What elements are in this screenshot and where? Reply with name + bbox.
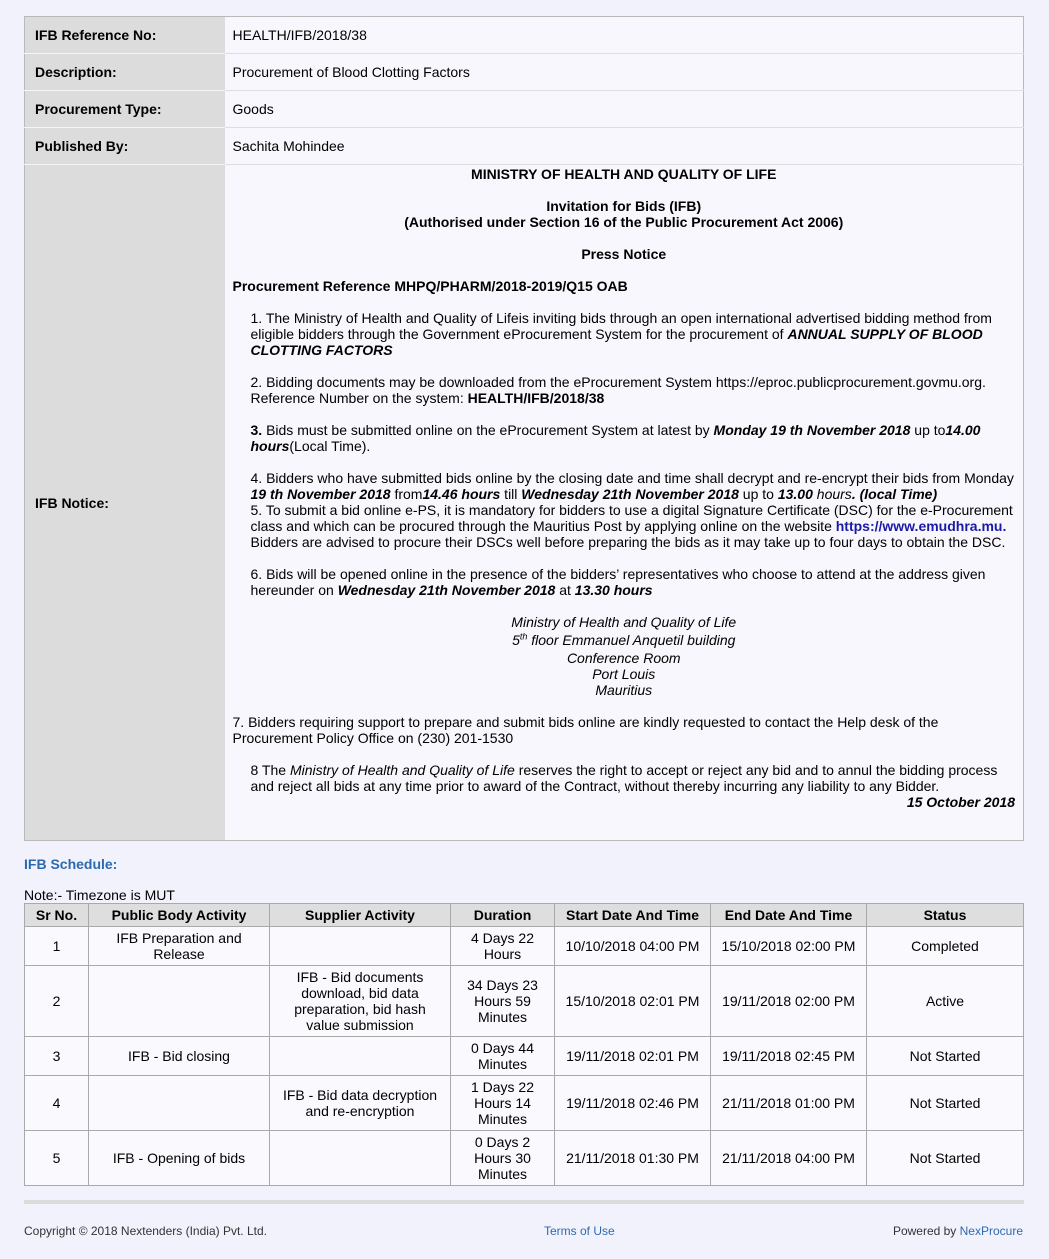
ifb-notice-content bbox=[225, 165, 1024, 841]
table-row: 5 IFB - Opening of bids 0 Days 2 Hours 30 Minutes 21/11/2018 01:30 PM 21/11/2018 04:00 PM Not Started bbox=[25, 1131, 1024, 1186]
published-by-value: Sachita Mohindee bbox=[225, 128, 1024, 165]
emudhra-link[interactable]: https://www.emudhra.mu. bbox=[835, 518, 1007, 534]
notice-paragraph-2: 2. Bidding documents may be downloaded from the eProcurement System https://eproc.publicprocurement.govmu.org. Reference Number on the system: HEALTH/IFB/2018/38 bbox=[250, 374, 986, 406]
description-label: Description: bbox=[25, 54, 225, 91]
col-status: Status bbox=[867, 904, 1024, 927]
opening-address: Ministry of Health and Quality of Life 5th floor Emmanuel Anquetil building Conference Room Port Louis Mauritius bbox=[511, 614, 737, 698]
procurement-type-label: Procurement Type: bbox=[25, 91, 225, 128]
notice-paragraph-6: 6. Bids will be opened online in the presence of the bidders’ representatives who choose to attend at the address given hereunder on Wednesday 21th November 2018 at 13.30 hours bbox=[250, 566, 986, 598]
status-badge: Completed bbox=[867, 927, 1024, 966]
status-badge: Not Started bbox=[867, 1131, 1024, 1186]
procurement-type-value: Goods bbox=[225, 91, 1024, 128]
nexprocure-link[interactable]: NexProcure bbox=[959, 1224, 1023, 1238]
table-row: 2 IFB - Bid documents download, bid data preparation, bid hash value submission 34 Days 23 Hours 59 Minutes 15/10/2018 02:01 PM 19/11/2018 02:00 PM Active bbox=[25, 966, 1024, 1037]
notice-paragraph-8: 8 The Ministry of Health and Quality of Life reserves the right to accept or reject any bid and to annul the bidding process and reject all bids at any time prior to award of the Contract, without thereby incurring any liability to any Bidder. bbox=[250, 762, 998, 794]
status-badge: Not Started bbox=[867, 1076, 1024, 1131]
notice-paragraph-4: 4. Bidders who have submitted bids online by the closing date and time shall decrypt and re-encrypt their bids from Monday 19 th November 2018 from14.46 hours till Wednesday 21th November 2018 up to 13.00 hours. (local Time) bbox=[250, 470, 1014, 502]
notice-paragraph-1: 1. The Ministry of Health and Quality of Lifeis inviting bids through an open international advertised bidding method from eligible bidders through the Government eProcurement System for the procurement of ANNUAL SUPPLY OF BLOOD CLOTTING FACTORS bbox=[250, 310, 992, 358]
footer-divider bbox=[24, 1200, 1024, 1204]
copyright-text: Copyright © 2018 Nextenders (India) Pvt. Ltd. bbox=[24, 1224, 267, 1238]
col-public-body-activity: Public Body Activity bbox=[89, 904, 270, 927]
table-row: 1 IFB Preparation and Release 4 Days 22 Hours 10/10/2018 04:00 PM 15/10/2018 02:00 PM Completed bbox=[25, 927, 1024, 966]
notice-date: 15 October 2018 bbox=[906, 794, 1015, 810]
notice-paragraph-7: 7. Bidders requiring support to prepare and submit bids online are kindly requested to contact the Help desk of the Procurement Policy Office on (230) 201-1530 bbox=[232, 714, 939, 746]
terms-of-use-link[interactable]: Terms of Use bbox=[544, 1224, 615, 1238]
table-row: 4 IFB - Bid data decryption and re-encryption 1 Days 22 Hours 14 Minutes 19/11/2018 02:46 PM 21/11/2018 01:00 PM Not Started bbox=[25, 1076, 1024, 1131]
notice-paragraph-3: 3. Bids must be submitted online on the eProcurement System at latest by Monday 19 th November 2018 up to14.00 hours(Local Time). bbox=[250, 422, 981, 454]
notice-dsc-advice: Bidders are advised to procure their DSCs well before preparing the bids as it may take up to four days to obtain the DSC. bbox=[250, 534, 1006, 550]
schedule-title: IFB Schedule: bbox=[24, 856, 118, 872]
notice-paragraph-5: 5. To submit a bid online e-PS, it is mandatory for bidders to use a digital Signature Certificate (DSC) for the e-Procurement class and which can be procured through the Mauritius Post by applying online on the website https://www.emudhra.mu. bbox=[250, 502, 1013, 534]
col-start-date: Start Date And Time bbox=[555, 904, 711, 927]
powered-by: Powered by NexProcure bbox=[892, 1224, 1023, 1238]
col-duration: Duration bbox=[451, 904, 555, 927]
ifb-details-table bbox=[24, 16, 1024, 841]
press-notice-heading: Press Notice bbox=[581, 246, 667, 262]
ref-value: HEALTH/IFB/2018/38 bbox=[225, 17, 1024, 54]
description-value: Procurement of Blood Clotting Factors bbox=[225, 54, 1024, 91]
schedule-table bbox=[24, 903, 1024, 1186]
ref-label: IFB Reference No: bbox=[25, 17, 225, 54]
col-sr-no: Sr No. bbox=[25, 904, 89, 927]
ministry-heading: MINISTRY OF HEALTH AND QUALITY OF LIFE bbox=[471, 166, 777, 182]
authorised-line: (Authorised under Section 16 of the Public Procurement Act 2006) bbox=[404, 214, 844, 230]
ifb-title: Invitation for Bids (IFB) bbox=[546, 198, 702, 214]
procurement-reference: Procurement Reference MHPQ/PHARM/2018-2019/Q15 OAB bbox=[232, 278, 628, 294]
published-by-label: Published By: bbox=[25, 128, 225, 165]
timezone-note: Note:- Timezone is MUT bbox=[24, 887, 175, 903]
ifb-notice-label: IFB Notice: bbox=[25, 165, 225, 841]
table-row: 3 IFB - Bid closing 0 Days 44 Minutes 19/11/2018 02:01 PM 19/11/2018 02:45 PM Not Started bbox=[25, 1037, 1024, 1076]
col-supplier-activity: Supplier Activity bbox=[270, 904, 451, 927]
col-end-date: End Date And Time bbox=[711, 904, 867, 927]
schedule-header-row bbox=[25, 904, 1024, 927]
status-badge: Not Started bbox=[867, 1037, 1024, 1076]
status-badge: Active bbox=[867, 966, 1024, 1037]
